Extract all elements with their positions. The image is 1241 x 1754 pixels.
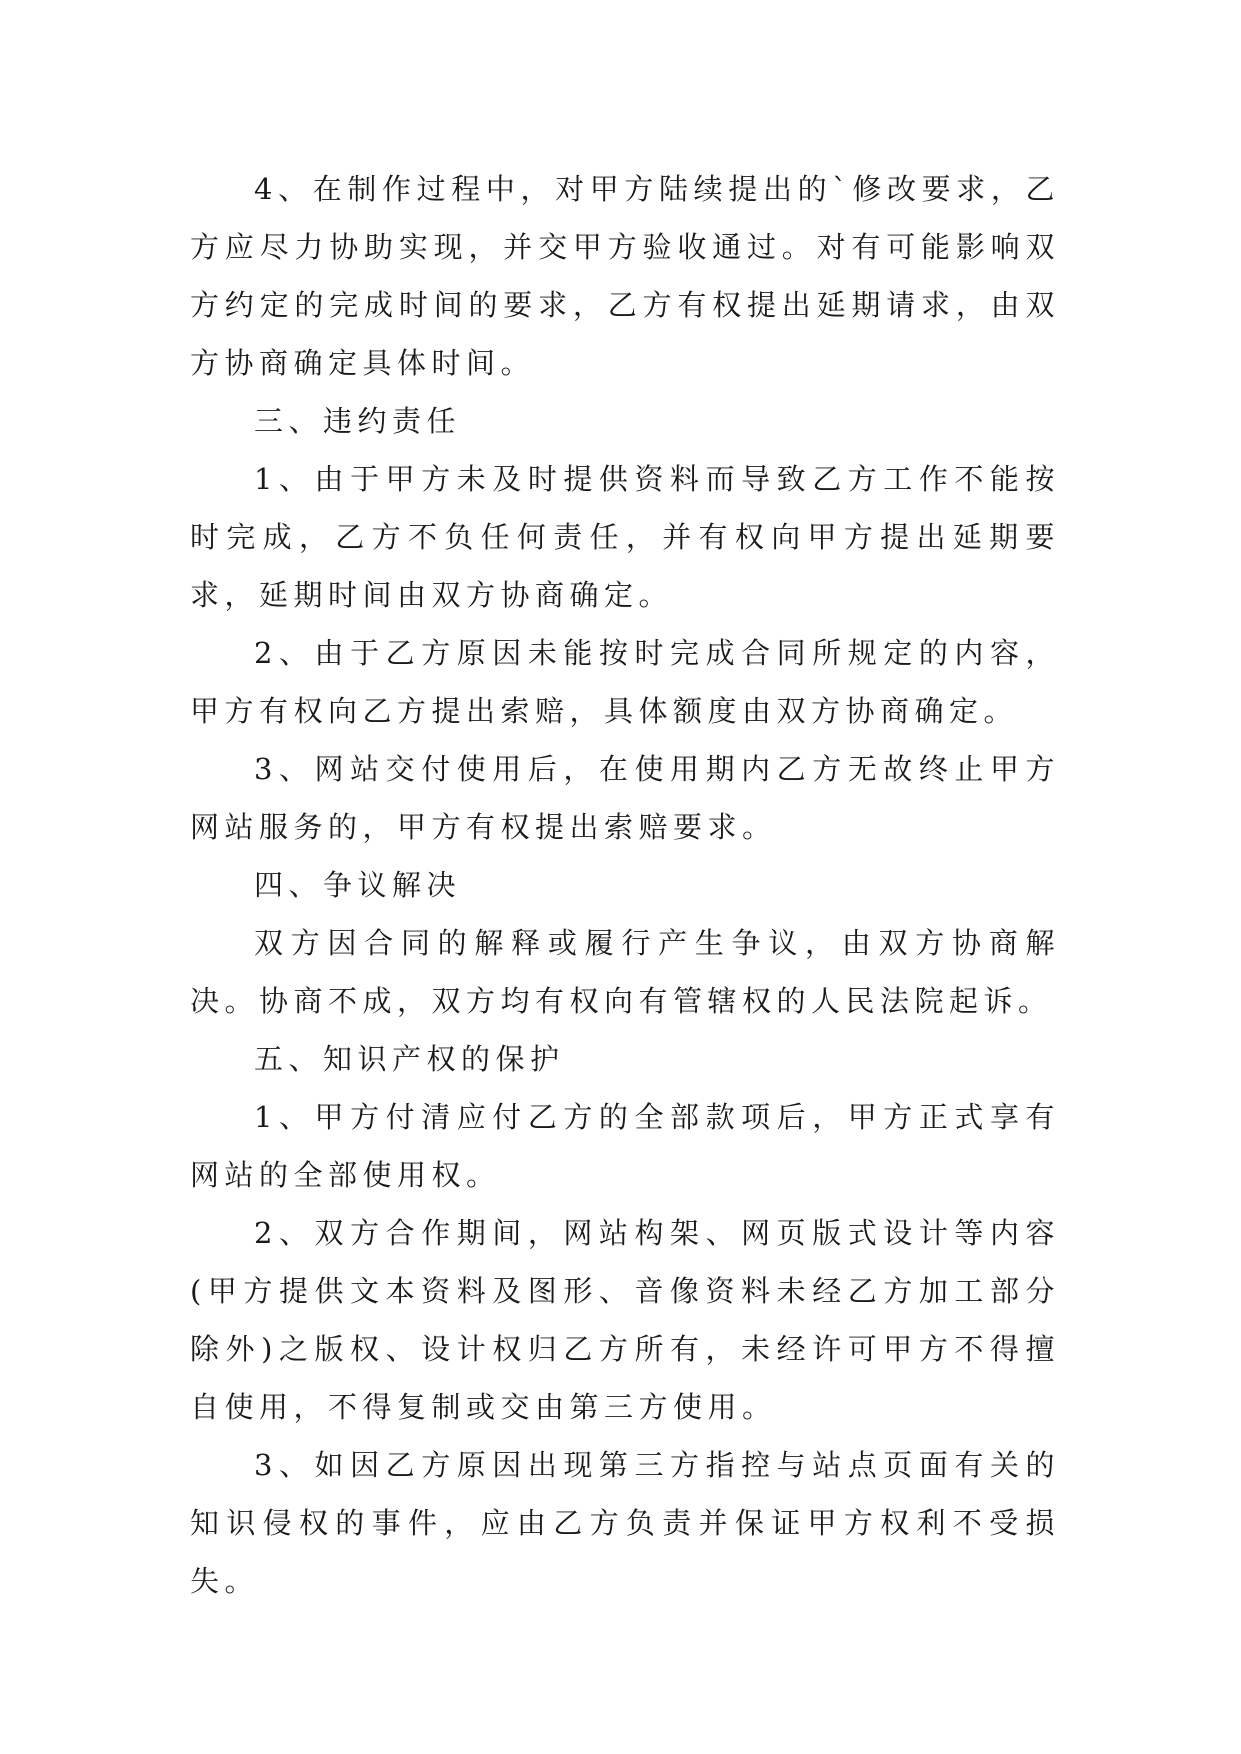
document-body xyxy=(190,160,1060,1610)
section-heading-dispute-resolution: 四、争议解决 xyxy=(254,868,462,902)
paragraph-dispute: 双方因合同的解释或履行产生争议，由双方协商解决。协商不成，双方均有权向有管辖权的人民法院起诉。 xyxy=(190,926,1060,1018)
paragraph-breach-2: 2、由于乙方原因未能按时完成合同所规定的内容，甲方有权向乙方提出索赔，具体额度由双方协商确定。 xyxy=(190,636,1060,728)
paragraph-clause-4: 4、在制作过程中，对甲方陆续提出的`修改要求，乙方应尽力协助实现，并交甲方验收通过。对有可能影响双方约定的完成时间的要求，乙方有权提出延期请求，由双方协商确定具体时间。 xyxy=(190,172,1060,380)
section-heading-ip-protection: 五、知识产权的保护 xyxy=(254,1042,565,1076)
paragraph-breach-3: 3、网站交付使用后，在使用期内乙方无故终止甲方网站服务的，甲方有权提出索赔要求。 xyxy=(190,752,1060,844)
paragraph-ip-3: 3、如因乙方原因出现第三方指控与站点页面有关的知识侵权的事件，应由乙方负责并保证甲方权利不受损失。 xyxy=(190,1448,1060,1598)
section-heading-breach-liability: 三、违约责任 xyxy=(254,404,462,438)
paragraph-ip-2: 2、双方合作期间，网站构架、网页版式设计等内容(甲方提供文本资料及图形、音像资料未经乙方加工部分除外)之版权、设计权归乙方所有，未经许可甲方不得擅自使用，不得复制或交由第三方使用。 xyxy=(190,1216,1060,1424)
paragraph-breach-1: 1、由于甲方未及时提供资料而导致乙方工作不能按时完成，乙方不负任何责任，并有权向甲方提出延期要求，延期时间由双方协商确定。 xyxy=(190,462,1060,612)
paragraph-ip-1: 1、甲方付清应付乙方的全部款项后，甲方正式享有网站的全部使用权。 xyxy=(190,1100,1060,1192)
